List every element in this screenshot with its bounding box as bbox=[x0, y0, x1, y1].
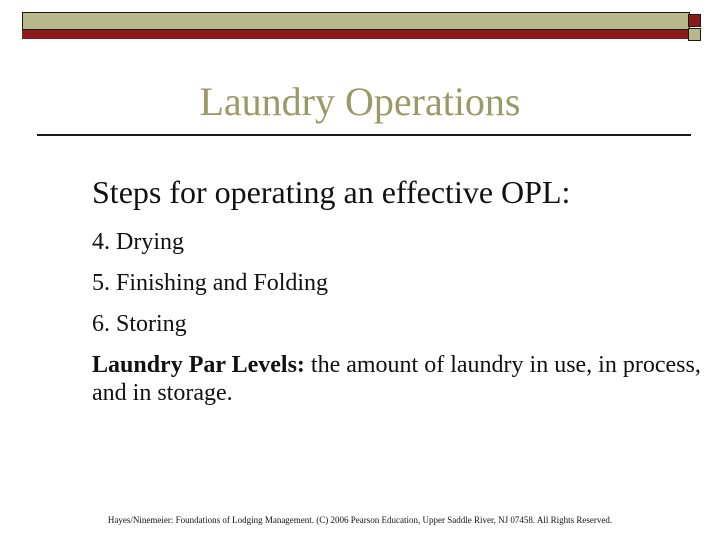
step-item-finishing-folding: 5. Finishing and Folding bbox=[92, 270, 329, 296]
title-divider bbox=[37, 134, 691, 136]
corner-square-red bbox=[688, 14, 701, 27]
par-levels-text: the amount of laundry in use, in process, and in storage. bbox=[92, 352, 701, 406]
slide-title: Laundry Operations bbox=[199, 79, 521, 124]
header-decoration-band bbox=[22, 12, 690, 40]
steps-heading: Steps for operating an effective OPL: bbox=[92, 174, 571, 210]
step-item-drying: 4. Drying bbox=[92, 229, 184, 255]
corner-square-olive bbox=[688, 28, 701, 41]
copyright-footer: Hayes/Ninemeier: Foundations of Lodging Management. (C) 2006 Pearson Education, Upper Saddle River, NJ 07458. All Rights Reserved. bbox=[107, 515, 613, 525]
header-band-olive bbox=[22, 12, 690, 30]
header-band-red bbox=[22, 30, 690, 39]
par-levels-definition bbox=[92, 351, 702, 407]
step-item-storing: 6. Storing bbox=[92, 311, 187, 337]
par-levels-term: Laundry Par Levels: bbox=[92, 352, 305, 378]
slide-body bbox=[92, 172, 702, 407]
